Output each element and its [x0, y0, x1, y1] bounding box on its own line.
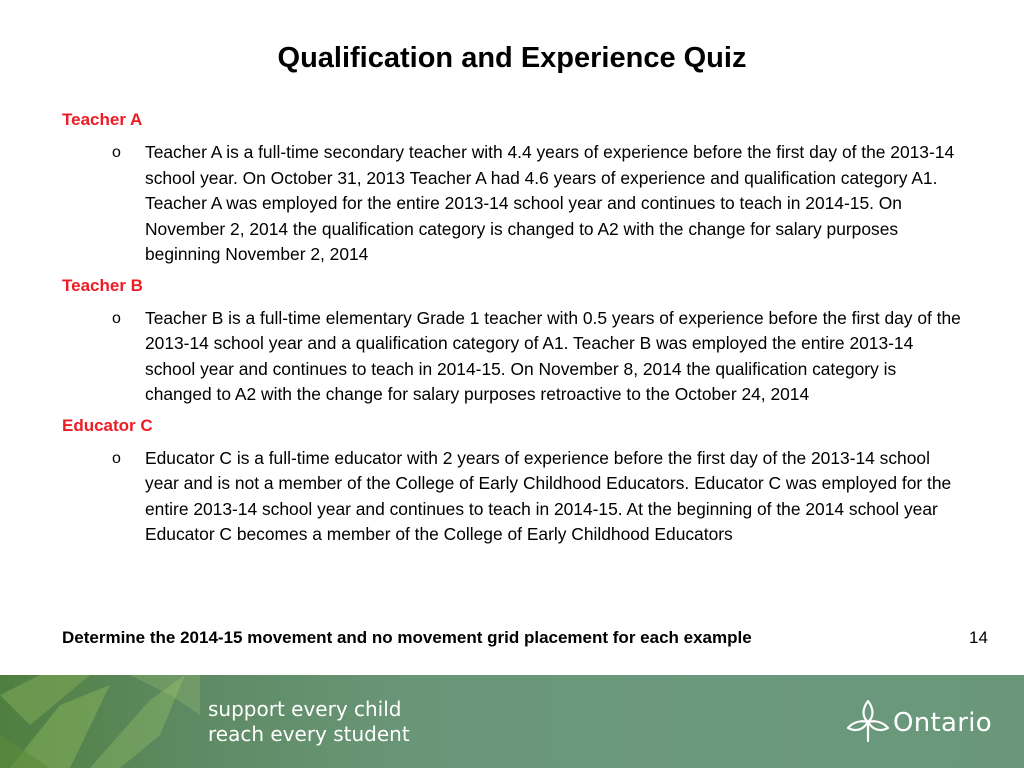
slide-content: [62, 108, 962, 554]
section-heading: Teacher A: [62, 110, 143, 129]
trillium-icon: [845, 697, 891, 745]
list-item: [62, 140, 962, 268]
section-heading: Teacher B: [62, 275, 143, 295]
section-teacher-a: [62, 108, 962, 268]
bullet-text: Teacher A is a full-time secondary teacher with 4.4 years of experience before the first day of the 2013-14 school year. On October 31, 2013 Teacher A had 4.6 years of experience and qualification category A1. Teacher A was employed for the entire 2013-14 school year and continues to teach in 2014-15. On November 2, 2014 the qualification category is changed to A2 with the change for salary purposes beginning November 2, 2014: [145, 142, 955, 264]
list-item: [62, 446, 962, 548]
closing-instruction: Determine the 2014-15 movement and no movement grid placement for each example: [62, 628, 752, 647]
section-teacher-b: [62, 274, 962, 408]
bullet-marker: o: [112, 144, 121, 161]
tagline-line2: reach every student: [208, 722, 410, 746]
list-item: [62, 306, 962, 408]
slide-title: Qualification and Experience Quiz: [277, 42, 747, 74]
tagline-line1: support every child: [208, 697, 402, 721]
bullet-marker: o: [112, 449, 121, 467]
ontario-logo-text: Ontario: [893, 708, 992, 738]
footer-banner: [0, 675, 1024, 768]
bullet-text: Teacher B is a full-time elementary Grade 1 teacher with 0.5 years of experience before the first day of the 2013-14 school year and a qualification category of A1. Teacher B was employed the entire 2013-14 school year and continues to teach in 2014-15. On November 8, 2014 the qualification category is changed to A2 with the change for salary purposes retroactive to the October 24, 2014: [145, 307, 961, 404]
section-educator-c: [62, 414, 962, 548]
tagline: [208, 697, 410, 747]
bullet-marker: o: [112, 309, 121, 327]
leaves-icon: [0, 675, 200, 768]
section-heading: Educator C: [62, 415, 153, 435]
bullet-text: Educator C is a full-time educator with 2 years of experience before the first day of the 2013-14 school year and is not a member of the College of Early Childhood Educators. Educator C was employed for the entire 2013-14 school year and continues to teach in 2014-15. At the beginning of the 2014 school year Educator C becomes a member of the College of Early Childhood Educators: [145, 447, 952, 544]
page-number: 14: [969, 628, 988, 647]
